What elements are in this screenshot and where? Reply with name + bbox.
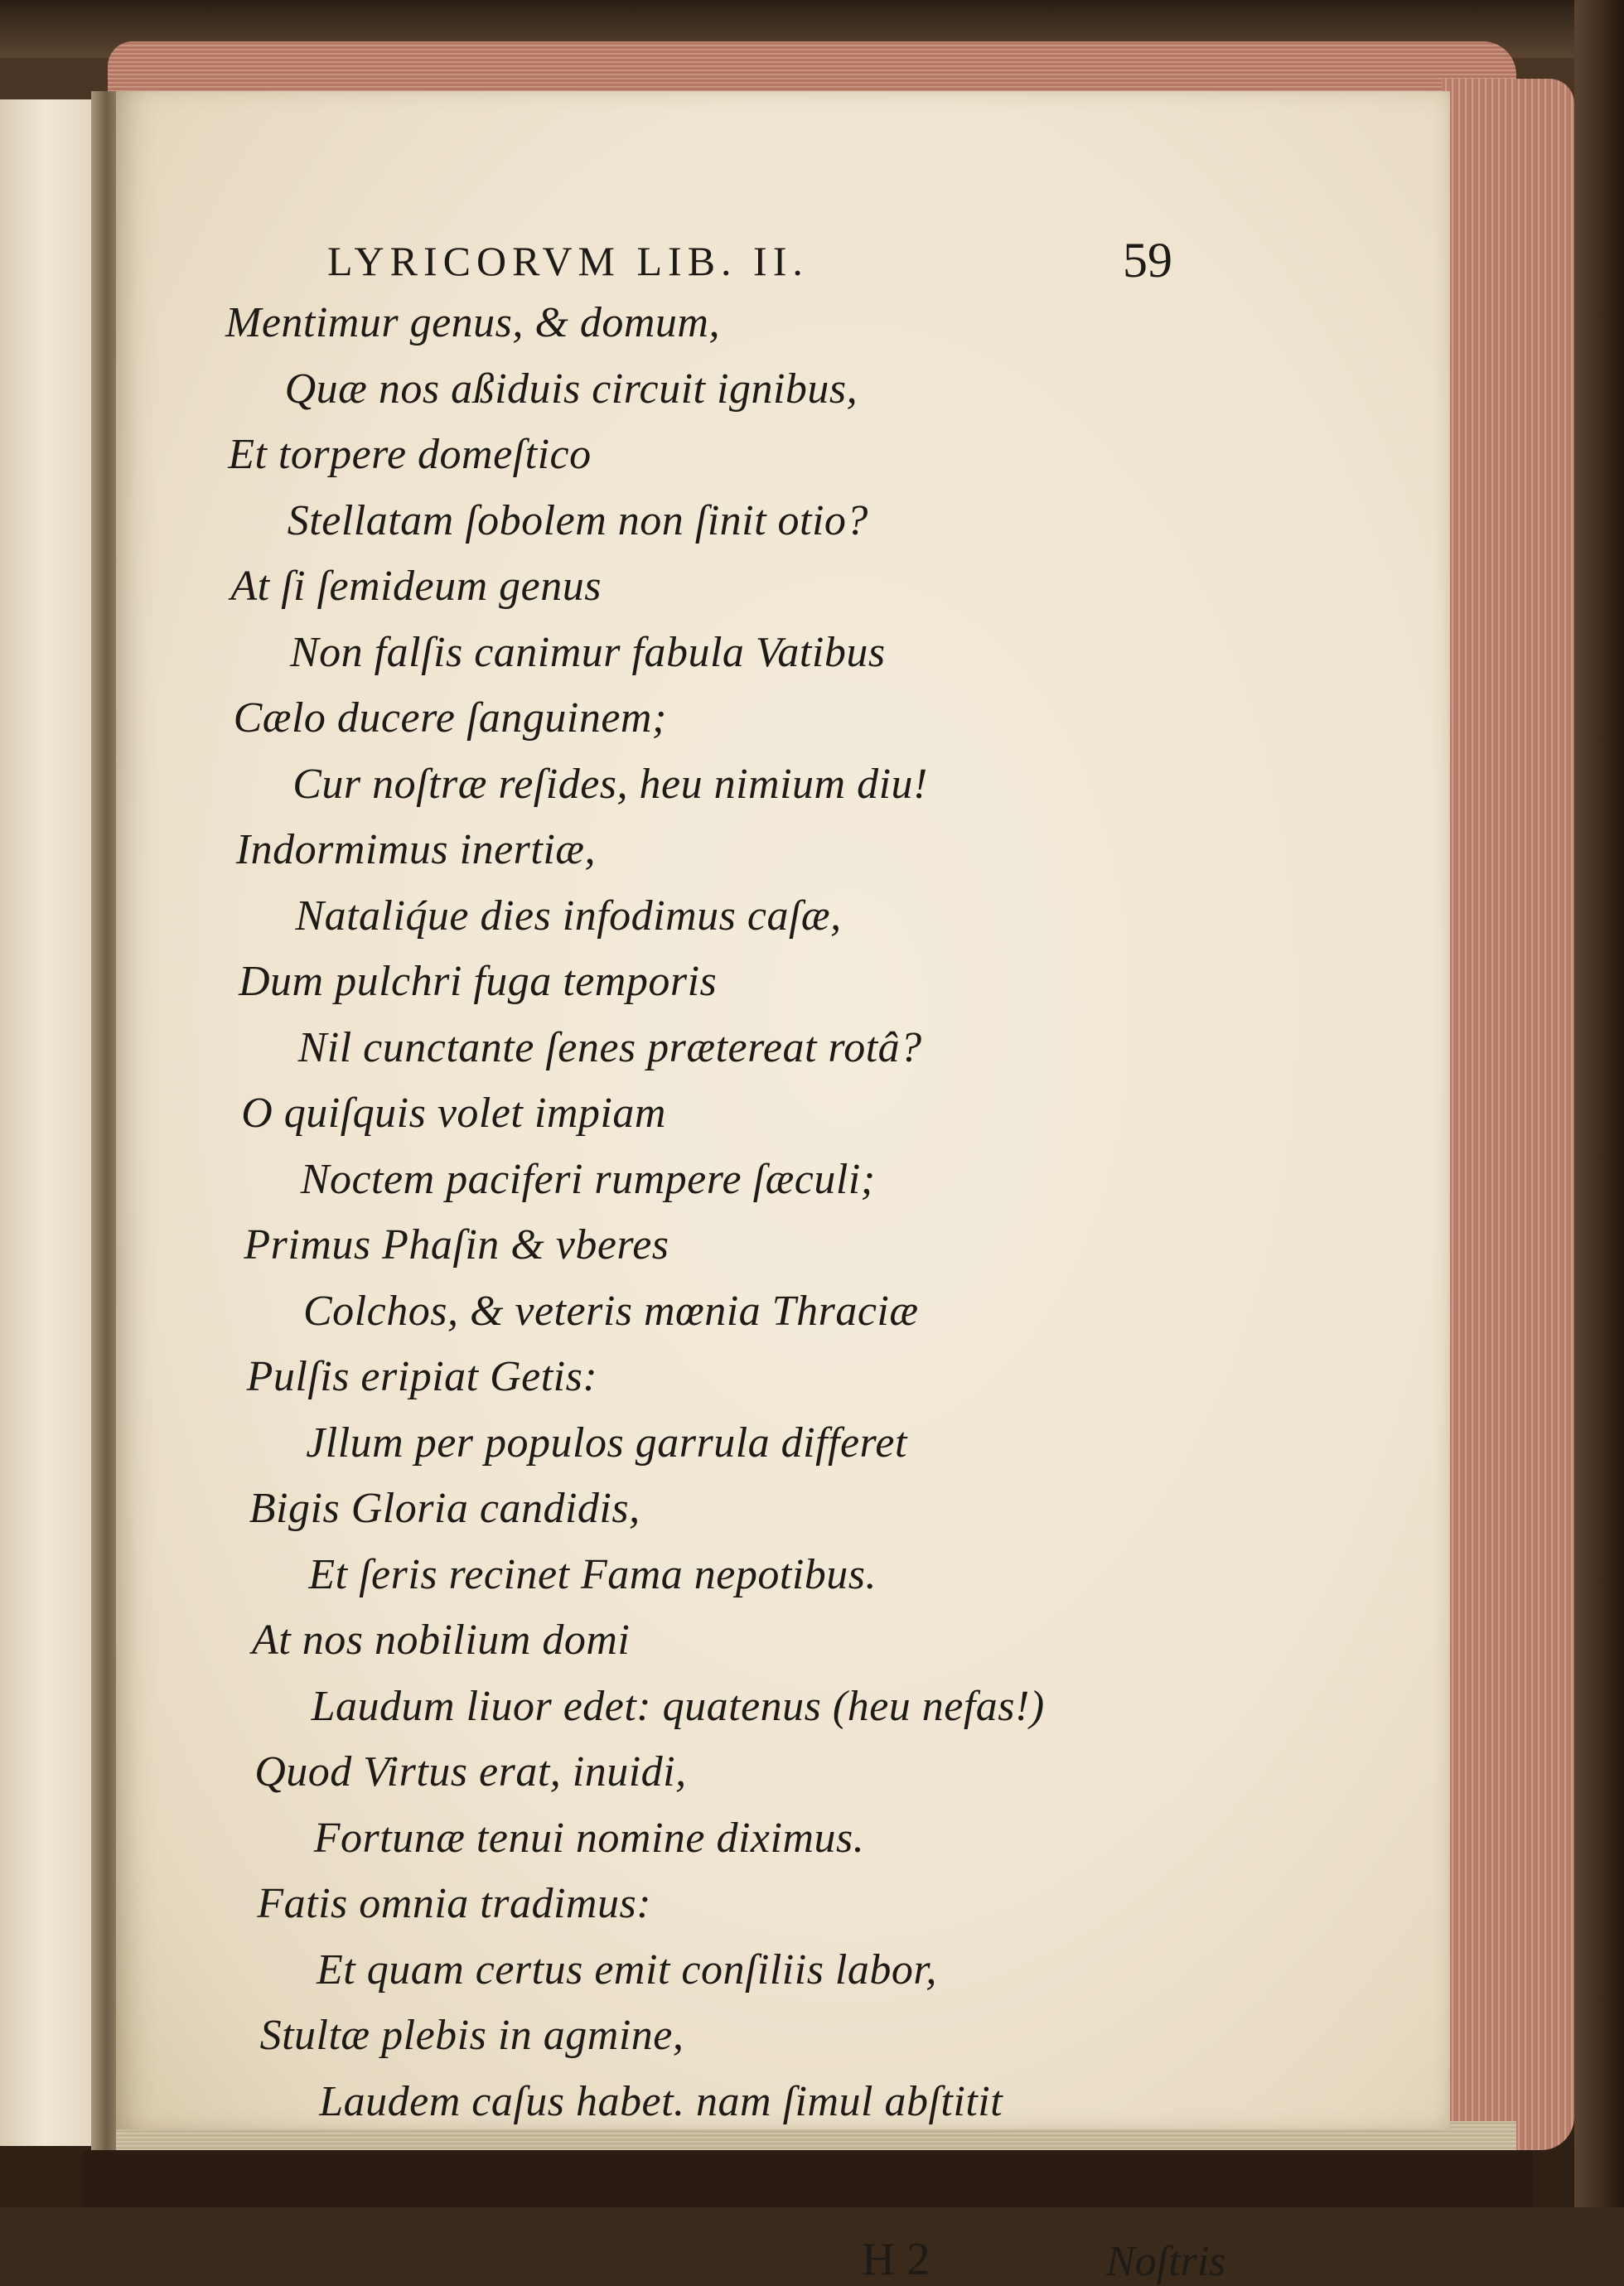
verse-line: Cur noſtræ reſides, heu nimium diu! [292, 760, 928, 808]
verse-line: Quæ nos aßiduis circuit ignibus, [284, 365, 858, 413]
verse-line: Stellatam ſobolem non ſinit otio? [287, 496, 868, 544]
verse-line: Mentimur genus, & domum, [225, 299, 720, 346]
verse-line: Pulſis eripiat Getis: [246, 1353, 598, 1400]
catchword: Noſtris [1106, 2238, 1226, 2285]
page-number: 59 [1123, 233, 1172, 288]
verse-line: At nos nobilium domi [252, 1617, 631, 1664]
verse-line: Jllum per populos garrula differet [306, 1418, 907, 1467]
verse-line: O quiſquis volet impiam [241, 1090, 666, 1137]
verse-line: Et quam certus emit conſiliis labor, [317, 1945, 937, 1994]
verse-line: Laudem caſus habet. nam ſimul abſtitit [319, 2077, 1003, 2125]
verse-line: Et torpere domeſtico [228, 431, 592, 478]
verse-line: At ſi ſemideum genus [230, 563, 602, 610]
verse-line: Cælo ducere ſanguinem; [233, 694, 667, 742]
verse-line: Nil cunctante ſenes prætereat rotâ? [297, 1023, 922, 1071]
signature-mark: H 2 [862, 2234, 930, 2285]
verse-line: Primus Phaſin & vberes [244, 1221, 669, 1269]
verse-line: Non falſis canimur fabula Vatibus [290, 628, 886, 676]
verse-line: Nataliq́ue dies infodimus caſæ, [295, 892, 842, 940]
verse-line: Dum pulchri fuga temporis [239, 958, 718, 1005]
verse-line: Noctem paciferi rumpere ſæculi; [300, 1155, 876, 1203]
verse-line: Fatis omnia tradimus: [257, 1880, 652, 1927]
page-block-fore-edge [1442, 79, 1574, 2150]
book-bottom-edge [83, 2150, 1533, 2207]
running-head: LYRICORVM LIB. II. [327, 238, 809, 284]
verse-line: Bigis Gloria candidis, [249, 1485, 640, 1532]
verse-line: Stultæ plebis in agmine, [259, 2012, 684, 2059]
verse-line: Fortunæ tenui nomine diximus. [313, 1814, 865, 1862]
verse-line: Et ſeris recinet Fama nepotibus. [308, 1550, 877, 1598]
verse-line: Laudum liuor edet: quatenus (heu nefas!) [311, 1682, 1045, 1730]
verse-line: Quod Virtus erat, inuidi, [254, 1748, 687, 1795]
verse-line: Colchos, & veteris mœnia Thraciæ [303, 1287, 919, 1335]
book-cover-right [1574, 0, 1624, 2207]
verse-line: Indormimus inertiæ, [235, 826, 596, 873]
gutter [91, 91, 116, 2154]
